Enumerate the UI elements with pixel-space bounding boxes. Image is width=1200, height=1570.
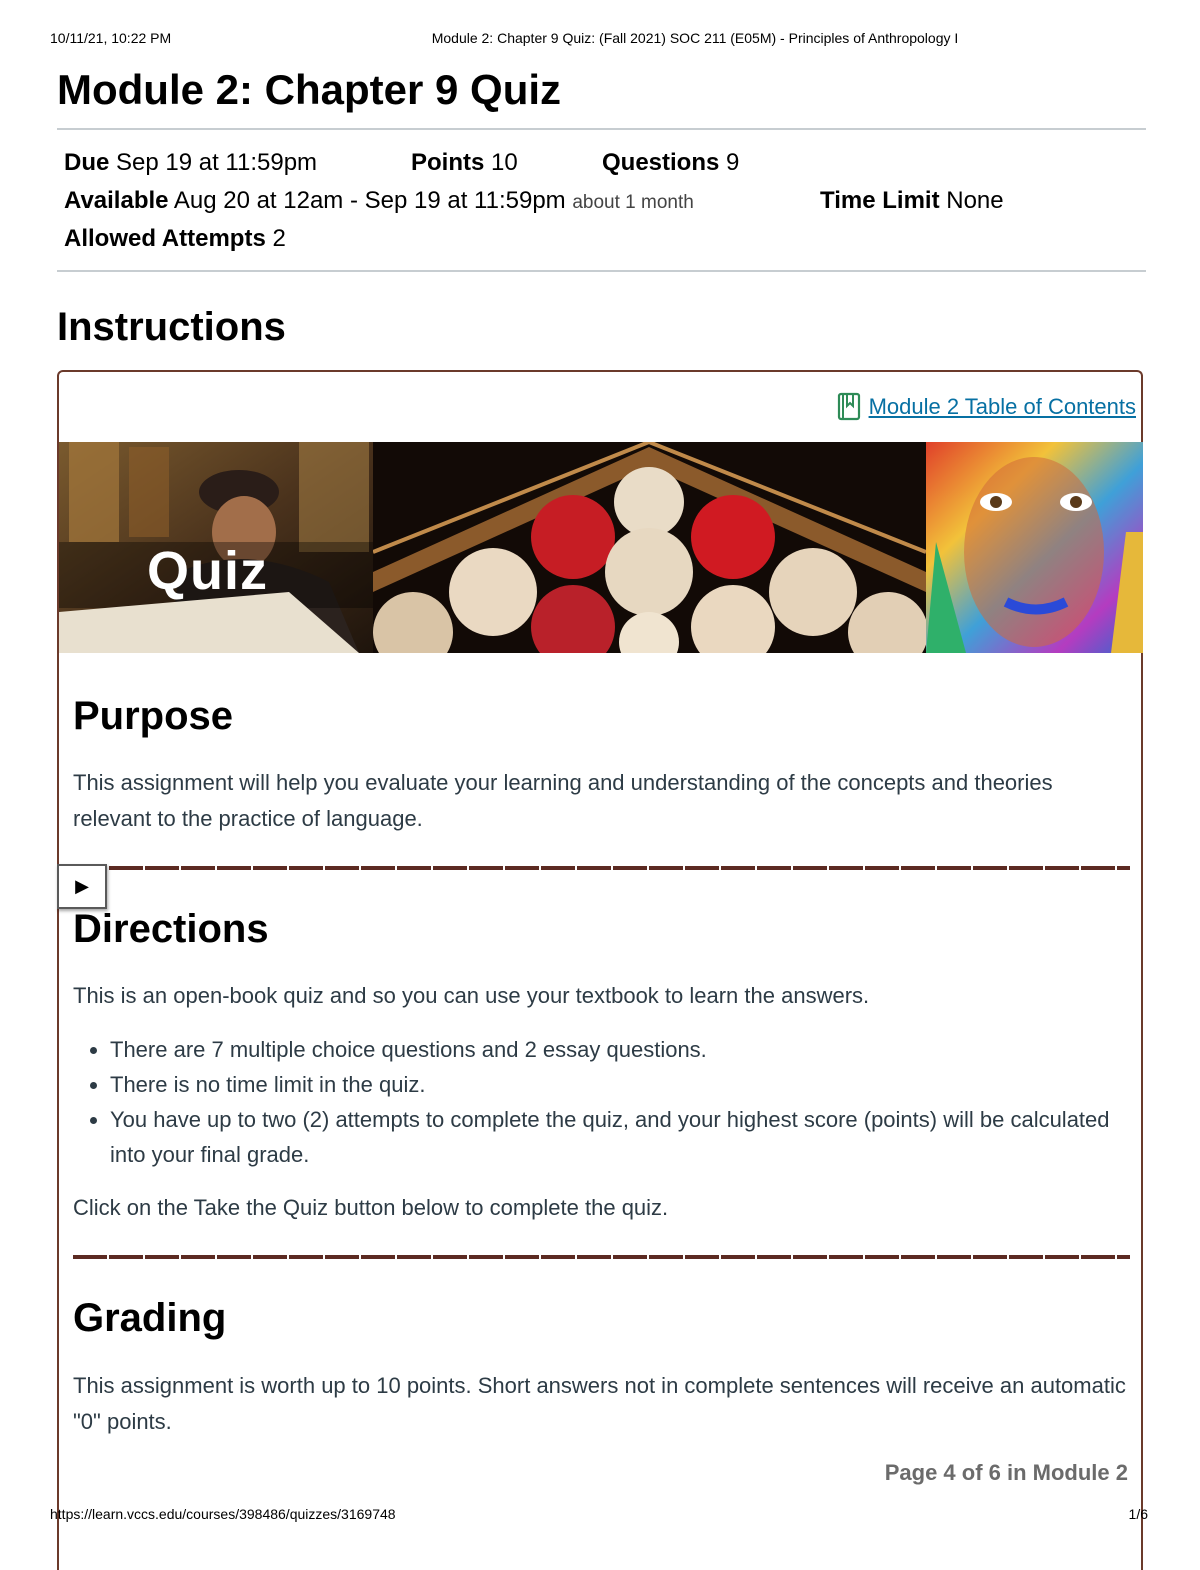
questions-detail	[602, 149, 739, 177]
quiz-banner	[59, 442, 1143, 653]
purpose-heading: Purpose	[73, 694, 234, 738]
play-icon: ▶	[75, 876, 89, 896]
section-divider	[73, 1255, 1130, 1259]
directions-intro: This is an open-book quiz and so you can use your textbook to learn the answers.	[73, 983, 870, 1008]
due-value: Sep 19 at 11:59pm	[116, 149, 318, 176]
details-divider	[57, 270, 1146, 272]
questions-value: 9	[726, 149, 740, 176]
instructions-heading: Instructions	[57, 305, 286, 349]
directions-outro: Click on the Take the Quiz button below to complete the quiz.	[73, 1195, 669, 1220]
print-doc-title: Module 2: Chapter 9 Quiz: (Fall 2021) SOC 211 (E05M) - Principles of Anthropology I	[431, 30, 959, 46]
purpose-text: This assignment will help you evaluate your learning and understanding of the concepts and theories relevant to the practice of language.	[73, 770, 1053, 831]
list-item: • There are 7 multiple choice questions and 2 essay questions.	[110, 1032, 1130, 1067]
time-limit-detail	[820, 187, 1004, 215]
module-toc-link-label: Module 2 Table of Contents	[868, 394, 1136, 419]
module-toc-link[interactable]	[837, 392, 1136, 422]
directions-list	[73, 1032, 1130, 1172]
points-label: Points	[411, 149, 485, 176]
print-footer	[0, 1506, 1200, 1526]
grading-text: This assignment is worth up to 10 points. Short answers not in complete sentences will receive an automatic "0" points.	[73, 1373, 1126, 1434]
title-divider	[57, 128, 1146, 130]
attempts-detail	[64, 225, 286, 253]
banner-painted-face-image	[926, 442, 1143, 653]
attempts-value: 2	[272, 225, 286, 252]
module-page-indicator: Page 4 of 6 in Module 2	[884, 1460, 1128, 1485]
print-datetime: 10/11/21, 10:22 PM	[50, 30, 172, 46]
available-detail	[64, 187, 694, 215]
print-header	[0, 30, 1200, 50]
points-value: 10	[491, 149, 518, 176]
questions-label: Questions	[602, 149, 720, 176]
time-limit-value: None	[946, 187, 1004, 214]
attempts-label: Allowed Attempts	[64, 225, 266, 252]
grading-heading: Grading	[73, 1296, 227, 1340]
available-value: Aug 20 at 12am - Sep 19 at 11:59pm	[173, 187, 566, 214]
page-title: Module 2: Chapter 9 Quiz	[57, 66, 562, 113]
book-icon	[837, 392, 863, 422]
banner-umbrellas-image	[373, 442, 926, 653]
print-url: https://learn.vccs.edu/courses/398486/quizzes/3169748	[50, 1506, 396, 1522]
quiz-details-row-1	[64, 149, 317, 177]
list-item: • There is no time limit in the quiz.	[110, 1067, 1130, 1102]
section-divider	[73, 866, 1130, 870]
list-item: • You have up to two (2) attempts to complete the quiz, and your highest score (points) will be calculated into your final grade.	[110, 1102, 1130, 1172]
print-page-count: 1/6	[1128, 1506, 1148, 1522]
due-label: Due	[64, 149, 110, 176]
play-button[interactable]	[57, 864, 107, 909]
time-limit-label: Time Limit	[820, 187, 940, 214]
directions-heading: Directions	[73, 907, 269, 951]
banner-title: Quiz	[147, 541, 268, 601]
points-detail	[411, 149, 518, 177]
available-note: about 1 month	[572, 192, 694, 213]
available-label: Available	[64, 187, 169, 214]
